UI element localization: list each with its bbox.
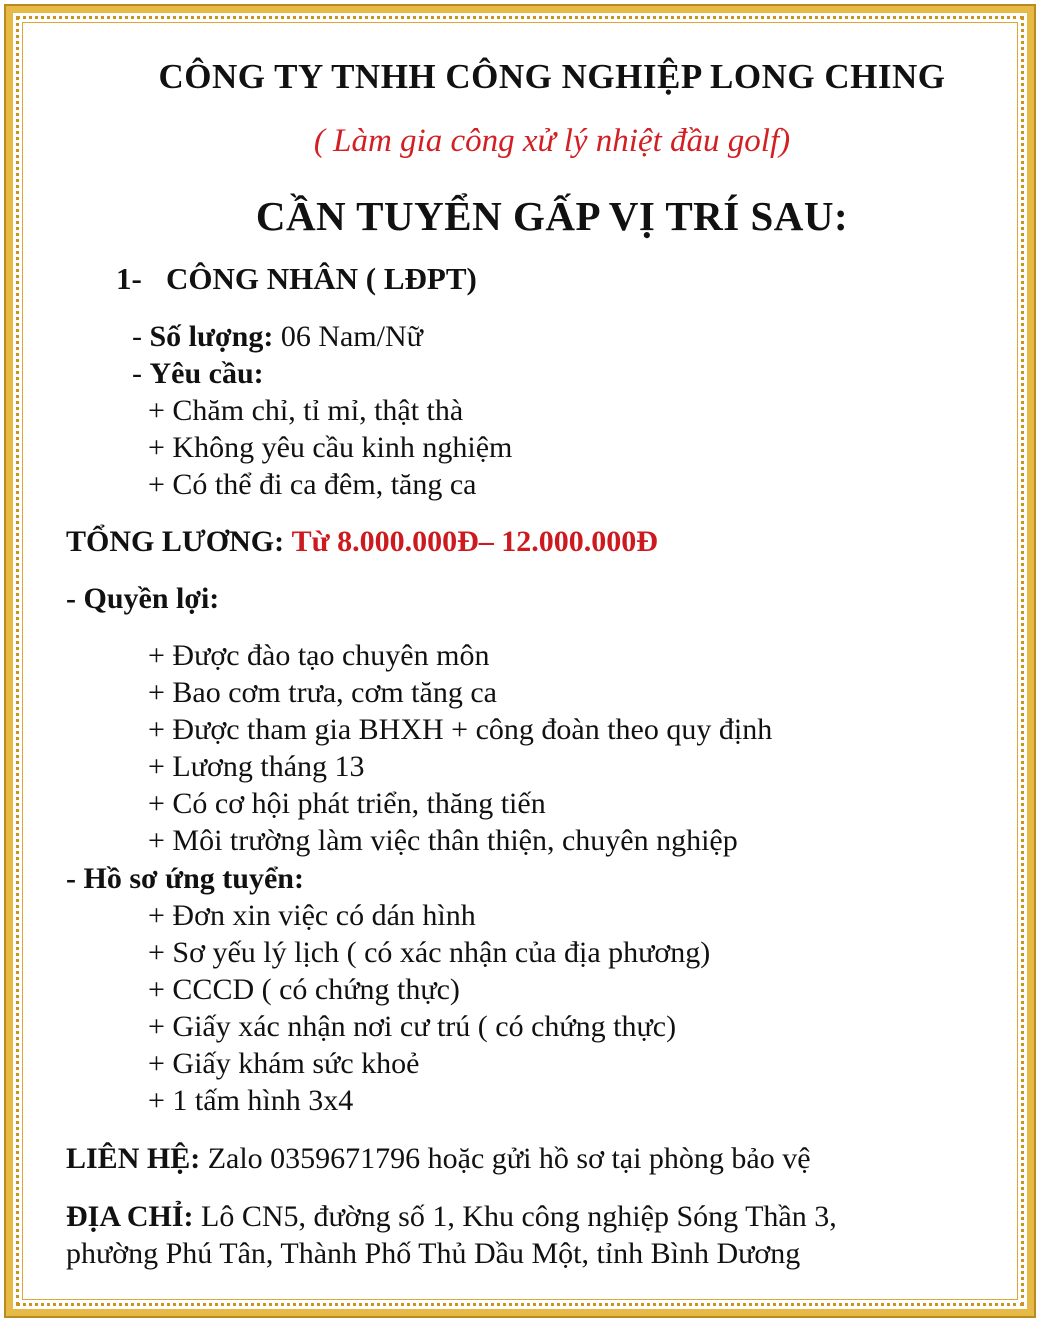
requirements-heading: - Yêu cầu: bbox=[132, 357, 264, 390]
benefit-item: + Môi trường làm việc thân thiện, chuyên nghiệp bbox=[148, 824, 738, 857]
document-item: + Sơ yếu lý lịch ( có xác nhận của địa phương) bbox=[148, 936, 711, 969]
requirement-item: + Có thể đi ca đêm, tăng ca bbox=[148, 468, 477, 501]
benefits-heading: - Quyền lợi: bbox=[66, 582, 220, 615]
salary-line bbox=[66, 523, 658, 560]
position-name: CÔNG NHÂN ( LĐPT) bbox=[166, 261, 477, 296]
document-item: + Giấy xác nhận nơi cư trú ( có chứng thực) bbox=[148, 1010, 677, 1043]
position-title bbox=[116, 261, 477, 297]
benefit-item: + Có cơ hội phát triển, thăng tiến bbox=[148, 787, 546, 820]
benefit-item: + Được tham gia BHXH + công đoàn theo quy định bbox=[148, 713, 773, 746]
address-line-1 bbox=[66, 1198, 837, 1235]
contact-label: LIÊN HỆ: bbox=[66, 1142, 201, 1175]
document-item: + Đơn xin việc có dán hình bbox=[148, 899, 476, 932]
documents-heading: - Hồ sơ ứng tuyển: bbox=[66, 862, 304, 895]
requirement-item: + Chăm chỉ, tỉ mỉ, thật thà bbox=[148, 394, 464, 427]
salary-label: TỔNG LƯƠNG: bbox=[66, 525, 285, 558]
company-name: CÔNG TY TNHH CÔNG NGHIỆP LONG CHING bbox=[158, 57, 946, 96]
address-line1-text: Lô CN5, đường số 1, Khu công nghiệp Sóng Thần 3, bbox=[201, 1200, 837, 1233]
requirements-label: Yêu cầu: bbox=[149, 357, 264, 390]
benefit-item: + Được đào tạo chuyên môn bbox=[148, 639, 490, 672]
position-number: 1- bbox=[116, 261, 142, 296]
document-item: + Giấy khám sức khoẻ bbox=[148, 1047, 420, 1080]
recruitment-heading: CẦN TUYỂN GẤP VỊ TRÍ SAU: bbox=[255, 193, 849, 239]
quantity-line: - Số lượng: 06 Nam/Nữ bbox=[132, 320, 423, 353]
company-subtitle: ( Làm gia công xử lý nhiệt đầu golf) bbox=[313, 123, 791, 159]
salary-value: Từ 8.000.000Đ– 12.000.000Đ bbox=[291, 525, 658, 558]
contact-line bbox=[66, 1140, 811, 1177]
quantity-value: 06 Nam/Nữ bbox=[280, 320, 423, 353]
benefit-item: + Bao cơm trưa, cơm tăng ca bbox=[148, 676, 497, 709]
address-line-2: phường Phú Tân, Thành Phố Thủ Dầu Một, tỉnh Bình Dương bbox=[66, 1237, 801, 1270]
quantity-label: Số lượng: bbox=[149, 320, 274, 353]
benefit-item: + Lương tháng 13 bbox=[148, 750, 365, 783]
requirement-item: + Không yêu cầu kinh nghiệm bbox=[148, 431, 513, 464]
contact-value: Zalo 0359671796 hoặc gửi hồ sơ tại phòng bảo vệ bbox=[207, 1142, 811, 1175]
address-label: ĐỊA CHỈ: bbox=[66, 1200, 194, 1233]
document-item: + CCCD ( có chứng thực) bbox=[148, 973, 460, 1006]
document-item: + 1 tấm hình 3x4 bbox=[148, 1084, 354, 1117]
